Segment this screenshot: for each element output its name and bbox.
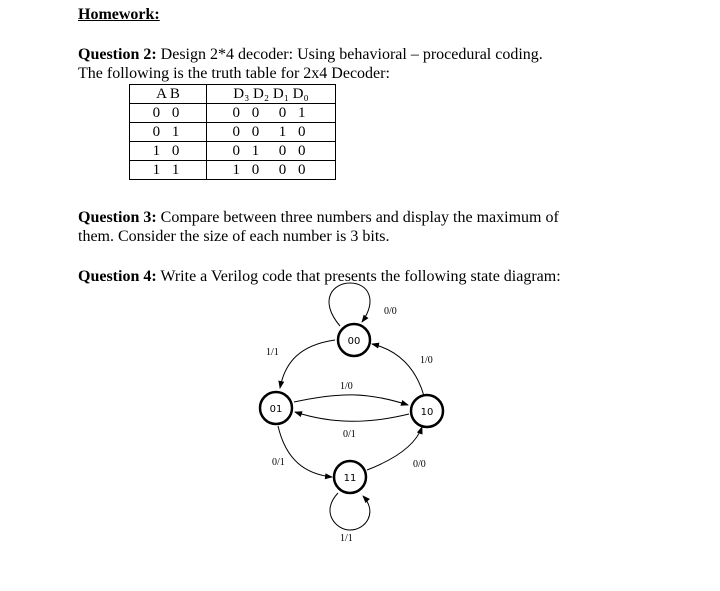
- question-3-line2: them. Consider the size of each number is 3 bits.: [78, 228, 390, 245]
- edge-11-self: [330, 493, 370, 530]
- table-cell: 1 0: [130, 142, 207, 161]
- label-11-self: 1/1: [340, 533, 353, 544]
- state-00-label: 00: [347, 336, 361, 347]
- state-11-label: 11: [343, 473, 357, 484]
- state-01-label: 01: [269, 404, 283, 415]
- label-10-to-00: 1/0: [420, 355, 433, 366]
- table-cell: 0 0 0 1: [207, 104, 336, 123]
- state-10-label: 10: [420, 407, 434, 418]
- edge-00-self: [329, 283, 370, 326]
- edge-01-to-11: [278, 426, 332, 477]
- state-10: [411, 395, 443, 427]
- question-3-text: Compare between three numbers and display the maximum of: [156, 209, 559, 226]
- label-01-to-10: 1/0: [340, 381, 353, 392]
- homework-heading: Homework:: [78, 6, 160, 23]
- edge-00-to-01: [280, 340, 335, 388]
- state-01: [260, 392, 292, 424]
- label-10-to-01: 0/1: [343, 429, 356, 440]
- state-11: [334, 461, 366, 493]
- question-3-label: Question 3:: [78, 209, 157, 226]
- question-2-label: Question 2:: [78, 46, 157, 63]
- table-cell: 0 0: [130, 104, 207, 123]
- question-4-label: Question 4:: [78, 268, 157, 285]
- edge-10-to-00: [372, 344, 424, 396]
- table-cell: 0 1: [130, 123, 207, 142]
- state-00: [338, 324, 370, 356]
- table-cell: 1 0 0 0: [207, 161, 336, 180]
- label-00-self: 0/0: [384, 306, 397, 317]
- label-01-to-11: 0/1: [272, 457, 285, 468]
- table-cell: 0 0 1 0: [207, 123, 336, 142]
- question-2-line2: The following is the truth table for 2x4 Decoder:: [78, 65, 390, 82]
- edge-10-to-01: [295, 412, 409, 421]
- question-4-text: Write a Verilog code that presents the following state diagram:: [156, 268, 561, 285]
- label-11-to-10: 0/0: [413, 459, 426, 470]
- edge-01-to-10: [294, 395, 408, 405]
- table-cell: 0 1 0 0: [207, 142, 336, 161]
- label-00-to-01: 1/1: [266, 347, 279, 358]
- table-cell: 1 1: [130, 161, 207, 180]
- header-inputs: A B: [130, 85, 207, 104]
- question-2-text: Design 2*4 decoder: Using behavioral – procedural coding.: [156, 46, 543, 63]
- header-outputs: D₃ D₂ D₁ D₀: [207, 85, 336, 104]
